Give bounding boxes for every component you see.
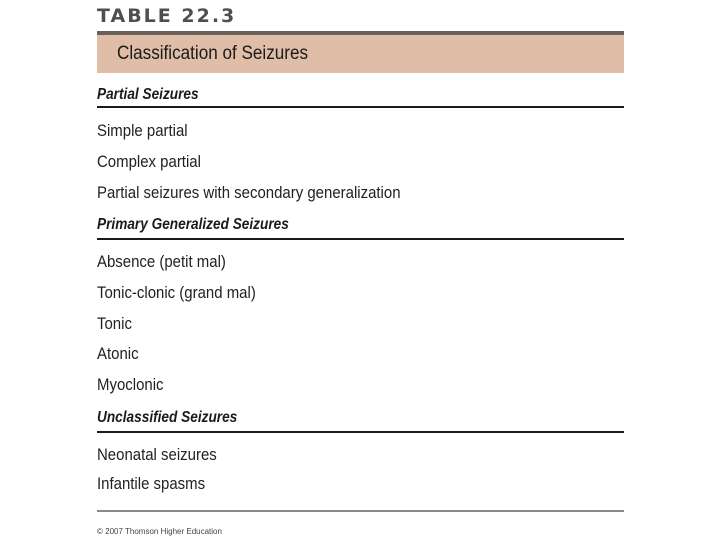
table-label: TABLE 22.3 [97, 5, 237, 27]
section-rule [97, 106, 624, 108]
list-item: Simple partial [97, 121, 188, 140]
bottom-rule [97, 510, 624, 512]
list-item: Complex partial [97, 152, 201, 171]
section-heading-primary-generalized: Primary Generalized Seizures [97, 216, 289, 233]
section-heading-partial: Partial Seizures [97, 86, 199, 103]
list-item: Tonic [97, 314, 132, 333]
list-item: Absence (petit mal) [97, 252, 226, 271]
list-item: Atonic [97, 344, 139, 363]
section-heading-unclassified: Unclassified Seizures [97, 409, 238, 426]
list-item: Partial seizures with secondary generalization [97, 183, 401, 202]
title-band [97, 35, 624, 73]
list-item: Myoclonic [97, 375, 164, 394]
list-item: Tonic-clonic (grand mal) [97, 283, 256, 302]
table-title: Classification of Seizures [117, 43, 309, 64]
list-item: Infantile spasms [97, 474, 206, 493]
list-item: Neonatal seizures [97, 445, 217, 464]
section-rule [97, 238, 624, 240]
section-rule [97, 431, 624, 433]
copyright-text: © 2007 Thomson Higher Education [97, 527, 222, 536]
